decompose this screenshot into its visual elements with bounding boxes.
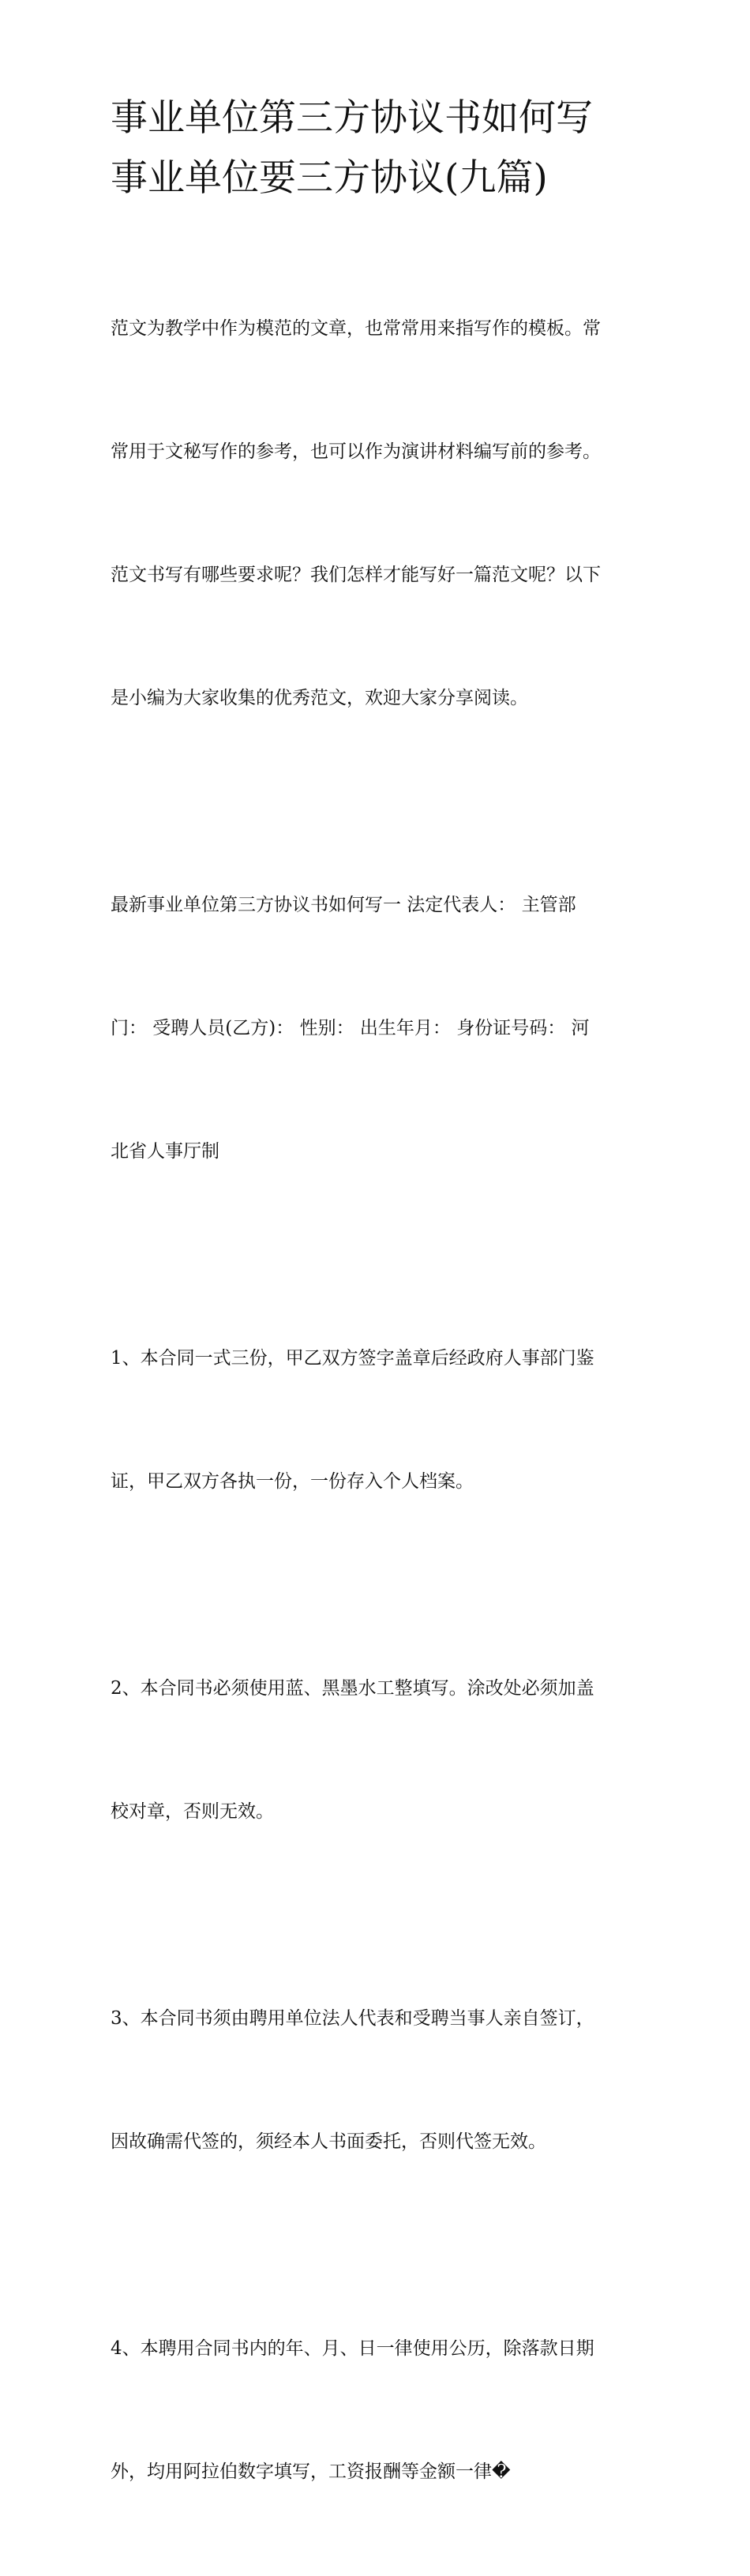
clause-2-line-1: 2、本合同书必须使用蓝、黑墨水工整填写。涂改处必须加盖 [111,1678,594,1699]
clause-4-line-1: 4、本聘用合同书内的年、月、日一律使用公历，除落款日期 [111,2338,594,2359]
intro-line-1: 范文为教学中作为模范的文章，也常常用来指写作的模板。常 [111,318,601,339]
section-line-1: 最新事业单位第三方协议书如何写一 法定代表人： 主管部 [111,895,576,915]
clause-1-line-2: 证，甲乙双方各执一份，一份存入个人档案。 [111,1471,474,1492]
title-line-2: 事业单位要三方协议(九篇) [111,156,548,200]
intro-line-3: 范文书写有哪些要求呢？我们怎样才能写好一篇范文呢？以下 [111,565,601,585]
clause-3-line-2: 因故确需代签的，须经本人书面委托，否则代签无效。 [111,2131,546,2152]
clause-4-line-2: 外，均用阿拉伯数字填写，工资报酬等金额一律� [111,2461,511,2482]
section-header-paragraph [111,802,647,1254]
section-line-2: 门： 受聘人员(乙方)： 性别： 出生年月： 身份证号码： 河 [111,1018,590,1038]
clause-3-line-1: 3、本合同书须由聘用单位法人代表和受聘当事人亲自签订， [111,2008,594,2029]
document-title [111,88,647,208]
intro-line-4: 是小编为大家收集的优秀范文，欢迎大家分享阅读。 [111,688,528,708]
intro-paragraph [111,226,647,801]
clause-1 [111,1256,647,1584]
clause-2-line-2: 校对章，否则无效。 [111,1801,274,1822]
document-page [111,88,647,2576]
clause-4 [111,2246,647,2574]
intro-line-2: 常用于文秘写作的参考，也可以作为演讲材料编写前的参考。 [111,441,601,462]
clause-1-line-1: 1、本合同一式三份，甲乙双方签字盖章后经政府人事部门鉴 [111,1348,594,1369]
section-line-3: 北省人事厅制 [111,1141,219,1162]
title-line-1: 事业单位第三方协议书如何写 [111,96,593,140]
clause-3 [111,1916,647,2244]
clause-2 [111,1586,647,1914]
